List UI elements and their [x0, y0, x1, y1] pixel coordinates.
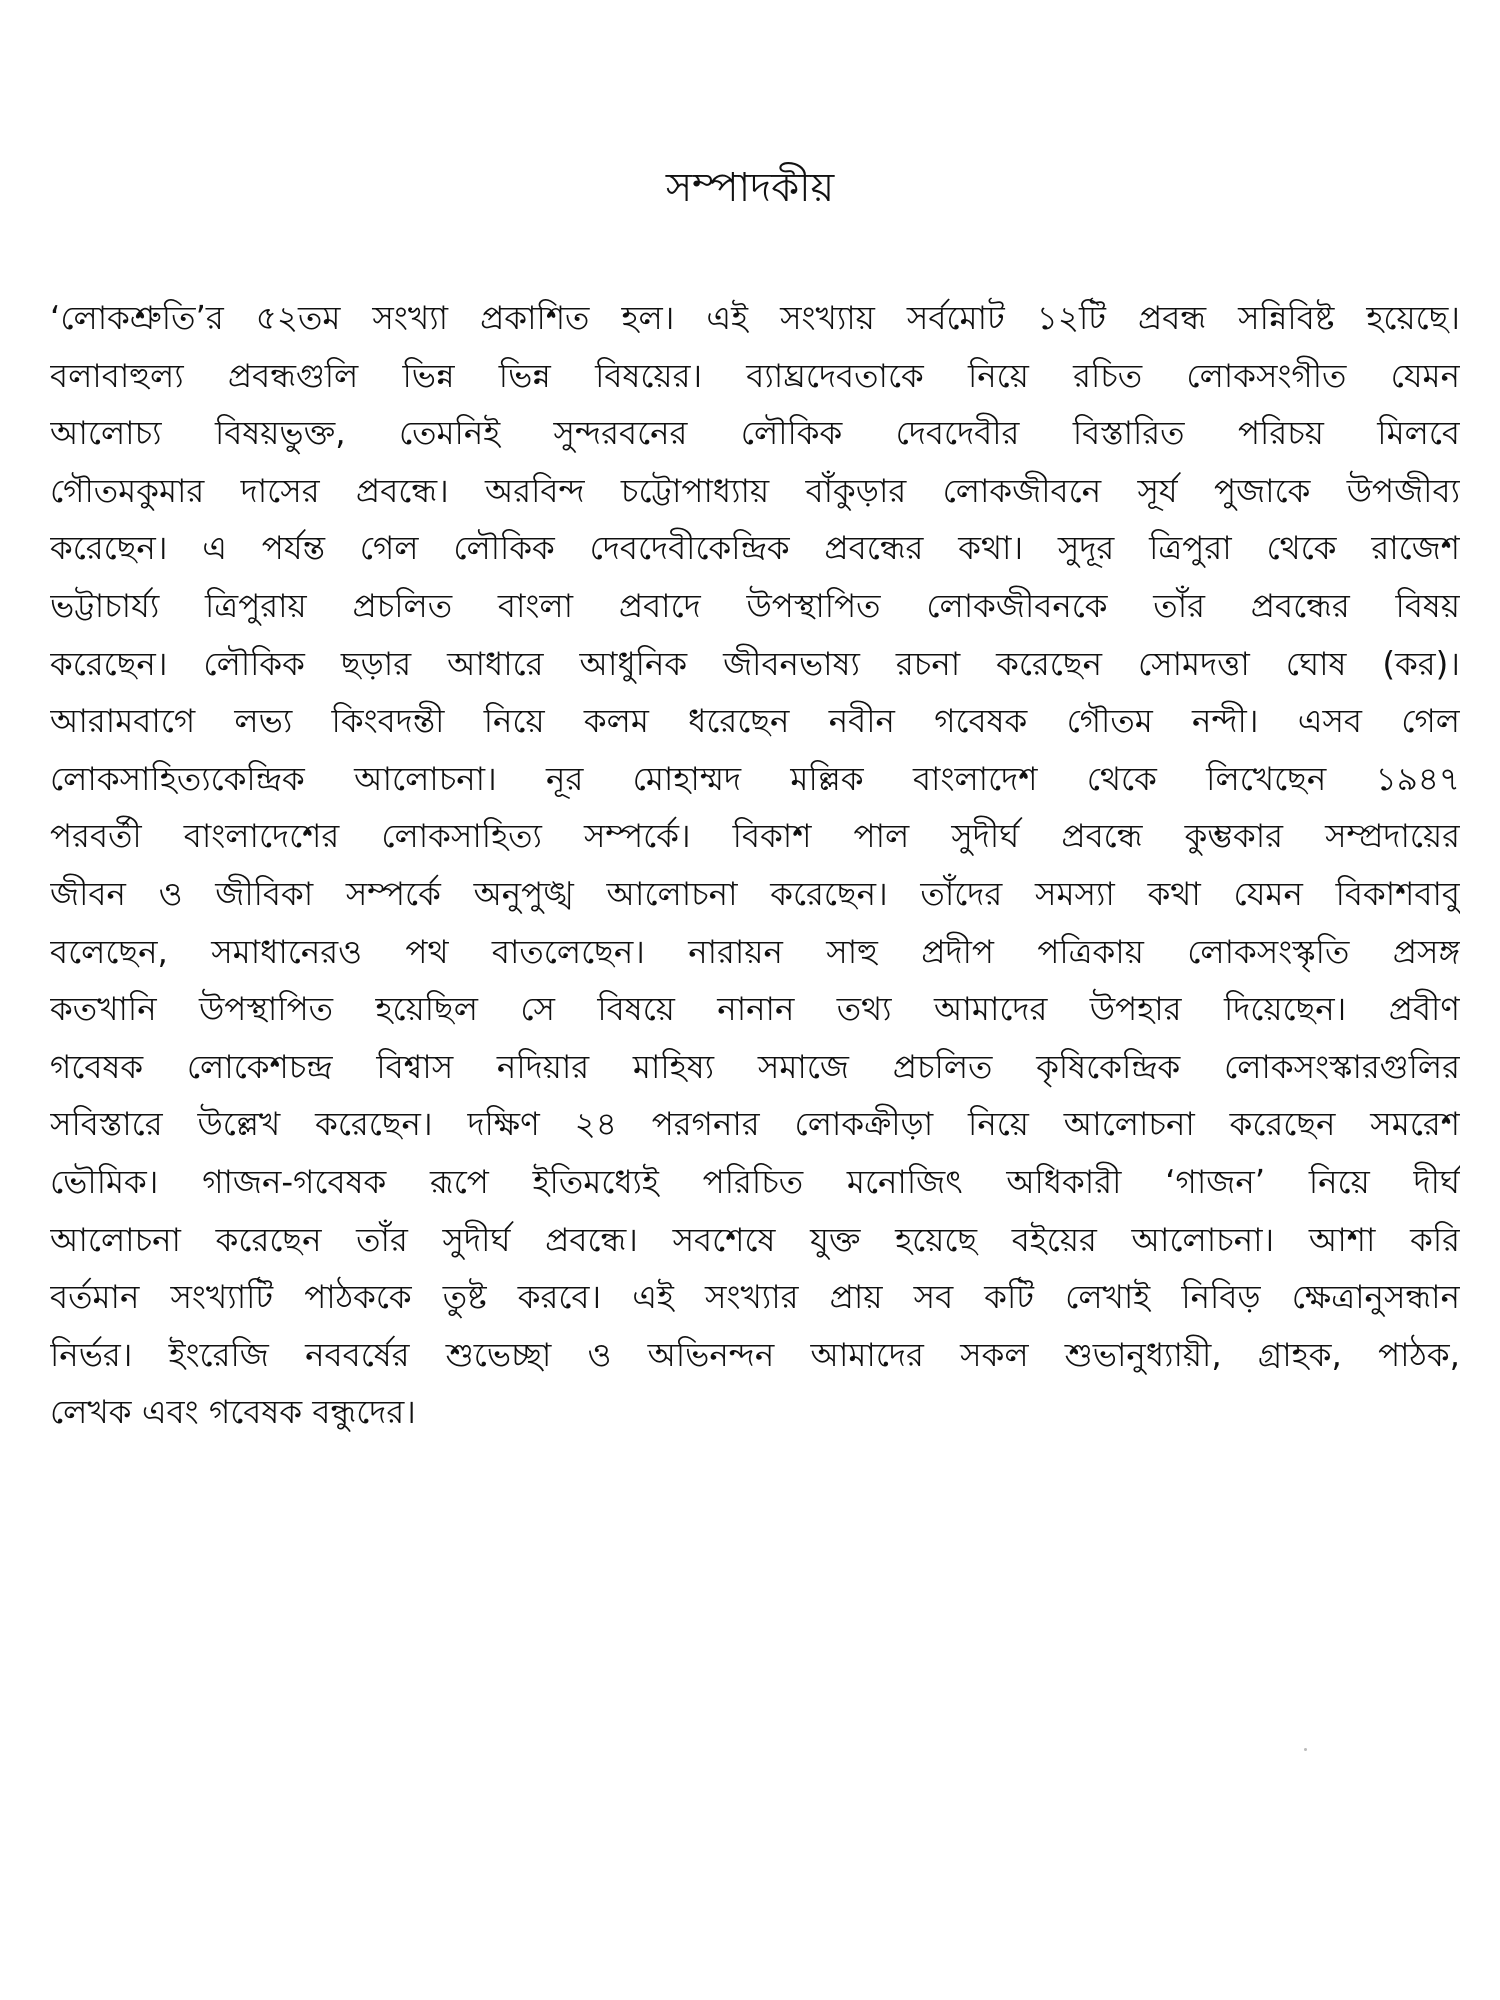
text-line: ভৌমিক। গাজন-গবেষক রূপে ইতিমধ্যেই পরিচিত মনোজিৎ অধিকারী ‘গাজন’ নিয়ে দীর্ঘ — [50, 1162, 1460, 1201]
text-line: করেছেন। এ পর্যন্ত গেল লৌকিক দেবদেবীকেন্দ্রিক প্রবন্ধের কথা। সুদূর ত্রিপুরা থেকে রাজেশ — [50, 529, 1460, 568]
text-line: বলেছেন, সমাধানেরও পথ বাতলেছেন। নারায়ন সাহু প্রদীপ পত্রিকায় লোকসংস্কৃতি প্রসঙ্গ — [50, 932, 1460, 971]
text-line: আরামবাগে লভ্য কিংবদন্তী নিয়ে কলম ধরেছেন নবীন গবেষক গৌতম নন্দী। এসব গেল — [50, 702, 1460, 741]
text-line: করেছেন। লৌকিক ছড়ার আধারে আধুনিক জীবনভাষ্য রচনা করেছেন সোমদত্তা ঘোষ (কর)। — [50, 644, 1460, 683]
text-line: ‘লোকশ্রুতি’র ৫২তম সংখ্যা প্রকাশিত হল। এই সংখ্যায় সর্বমোট ১২টি প্রবন্ধ সন্নিবিষ্ট হয়েছে। — [50, 299, 1460, 337]
text-line: পরবর্তী বাংলাদেশের লোকসাহিত্য সম্পর্কে। বিকাশ পাল সুদীর্ঘ প্রবন্ধে কুম্ভকার সম্প্রদায়ের — [50, 817, 1460, 856]
text-line: আলোচনা করেছেন তাঁর সুদীর্ঘ প্রবন্ধে। সবশেষে যুক্ত হয়েছে বইয়ের আলোচনা। আশা করি — [50, 1220, 1460, 1259]
text-line: আলোচ্য বিষয়ভুক্ত, তেমনিই সুন্দরবনের লৌকিক দেবদেবীর বিস্তারিত পরিচয় মিলবে — [50, 414, 1460, 453]
text-line: লেখক এবং গবেষক বন্ধুদের। — [50, 1393, 416, 1432]
text-line: নির্ভর। ইংরেজি নববর্ষের শুভেচ্ছা ও অভিনন্দন আমাদের সকল শুভানুধ্যায়ী, গ্রাহক, পাঠক, — [50, 1335, 1460, 1374]
text-line: বলাবাহুল্য প্রবন্ধগুলি ভিন্ন ভিন্ন বিষয়ের। ব্যাঘ্রদেবতাকে নিয়ে রচিত লোকসংগীত যেমন — [50, 356, 1460, 395]
text-line: সবিস্তারে উল্লেখ করেছেন। দক্ষিণ ২৪ পরগনার লোকক্রীড়া নিয়ে আলোচনা করেছেন সমরেশ — [50, 1105, 1460, 1144]
page-title: সম্পাদকীয় — [665, 165, 835, 211]
text-line: জীবন ও জীবিকা সম্পর্কে অনুপুঙ্খ আলোচনা করেছেন। তাঁদের সমস্যা কথা যেমন বিকাশবাবু — [50, 874, 1460, 913]
editorial-body — [50, 290, 1460, 1442]
text-line: গবেষক লোকেশচন্দ্র বিশ্বাস নদিয়ার মাহিষ্য সমাজে প্রচলিত কৃষিকেন্দ্রিক লোকসংস্কারগুলির — [50, 1047, 1460, 1086]
text-line: ভট্টাচার্য্য ত্রিপুরায় প্রচলিত বাংলা প্রবাদে উপস্থাপিত লোকজীবনকে তাঁর প্রবন্ধের বিষয় — [50, 586, 1460, 625]
text-line: গৌতমকুমার দাসের প্রবন্ধে। অরবিন্দ চট্টোপাধ্যায় বাঁকুড়ার লোকজীবনে সূর্য পুজাকে উপজীব্য — [50, 471, 1460, 510]
scan-speck — [1304, 1748, 1307, 1751]
text-line: লোকসাহিত্যকেন্দ্রিক আলোচনা। নূর মোহাম্মদ মল্লিক বাংলাদেশ থেকে লিখেছেন ১৯৪৭ — [50, 759, 1460, 798]
text-line: কতখানি উপস্থাপিত হয়েছিল সে বিষয়ে নানান তথ্য আমাদের উপহার দিয়েছেন। প্রবীণ — [50, 990, 1460, 1029]
text-line: বর্তমান সংখ্যাটি পাঠককে তুষ্ট করবে। এই সংখ্যার প্রায় সব কটি লেখাই নিবিড় ক্ষেত্রানুসন্ধান — [50, 1278, 1460, 1317]
